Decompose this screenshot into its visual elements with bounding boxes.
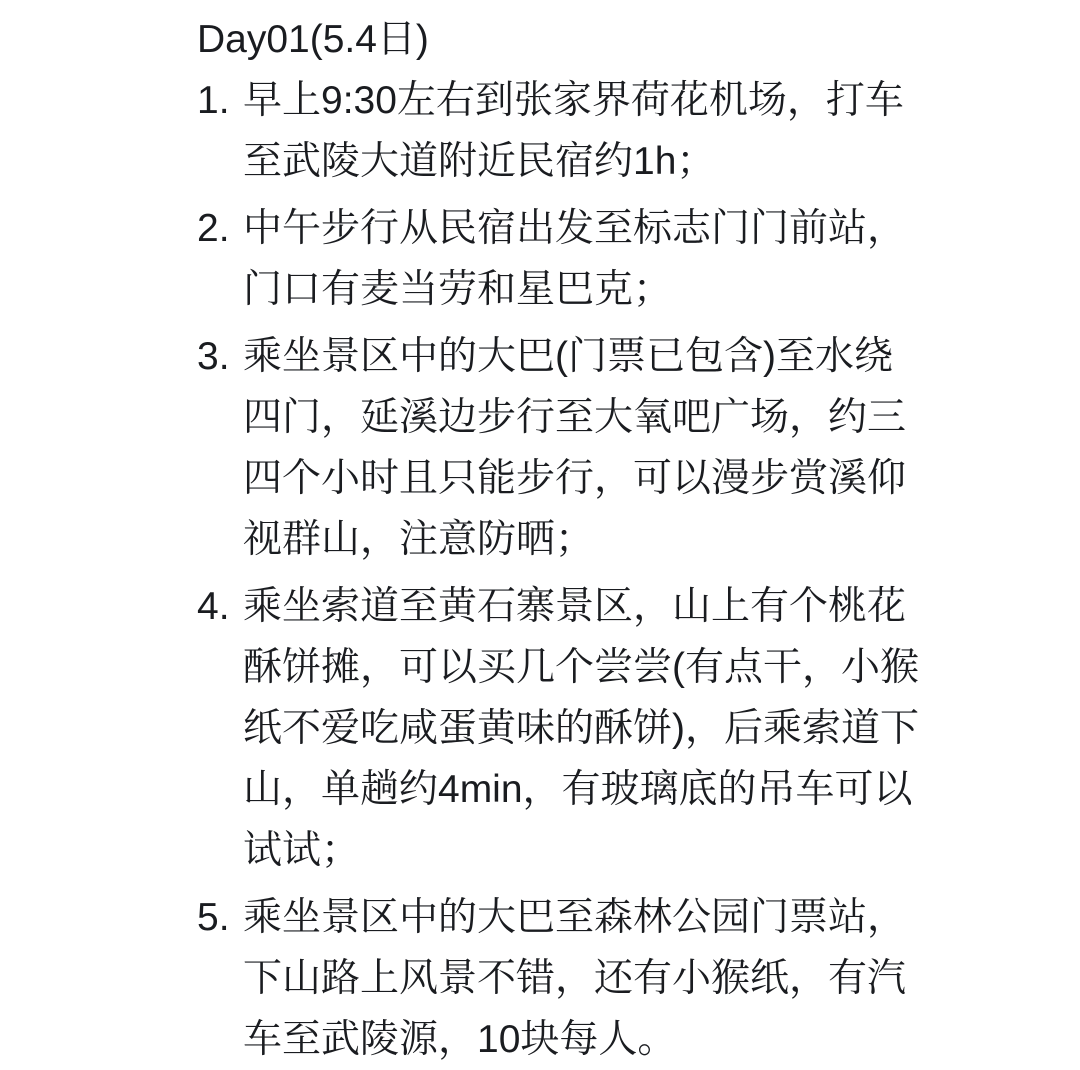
list-item [197, 887, 930, 1070]
item-number: 1. [197, 79, 230, 122]
list-item [197, 70, 930, 192]
item-line: 乘坐索道至黄石寨景区，山上有个桃花 [243, 585, 907, 628]
list-item [197, 326, 930, 570]
item-line: 四门，延溪边步行至大氧吧广场，约三 [243, 396, 907, 439]
item-line: 早上9:30左右到张家界荷花机场，打车 [243, 79, 904, 122]
item-line: 四个小时且只能步行，可以漫步赏溪仰 [243, 457, 907, 500]
item-line: 至武陵大道附近民宿约1h； [243, 140, 716, 183]
day-title: Day01(5.4日) [197, 18, 429, 61]
item-line: 试试； [243, 829, 361, 872]
item-line: 视群山，注意防晒； [243, 518, 595, 561]
item-line: 下山路上风景不错，还有小猴纸，有汽 [243, 957, 907, 1000]
item-line: 乘坐景区中的大巴至森林公园门票站， [243, 896, 907, 939]
item-text [243, 576, 930, 881]
item-number: 5. [197, 896, 230, 939]
list-item [197, 198, 930, 320]
item-line: 山，单趟约4min，有玻璃底的吊车可以 [243, 768, 913, 811]
list-item [197, 576, 930, 881]
item-text [243, 326, 930, 570]
item-line: 车至武陵源，10块每人。 [243, 1018, 677, 1061]
item-line: 门口有麦当劳和星巴克； [243, 268, 673, 311]
item-line: 中午步行从民宿出发至标志门门前站， [243, 207, 907, 250]
item-line: 纸不爱吃咸蛋黄味的酥饼)，后乘索道下 [243, 707, 919, 750]
item-line: 酥饼摊，可以买几个尝尝(有点干，小猴 [243, 646, 919, 689]
item-number: 2. [197, 207, 230, 250]
item-number: 4. [197, 585, 230, 628]
item-text [243, 198, 930, 320]
item-line: 乘坐景区中的大巴(门票已包含)至水绕 [243, 335, 893, 378]
item-text [243, 70, 930, 192]
item-text [243, 887, 930, 1070]
item-number: 3. [197, 335, 230, 378]
